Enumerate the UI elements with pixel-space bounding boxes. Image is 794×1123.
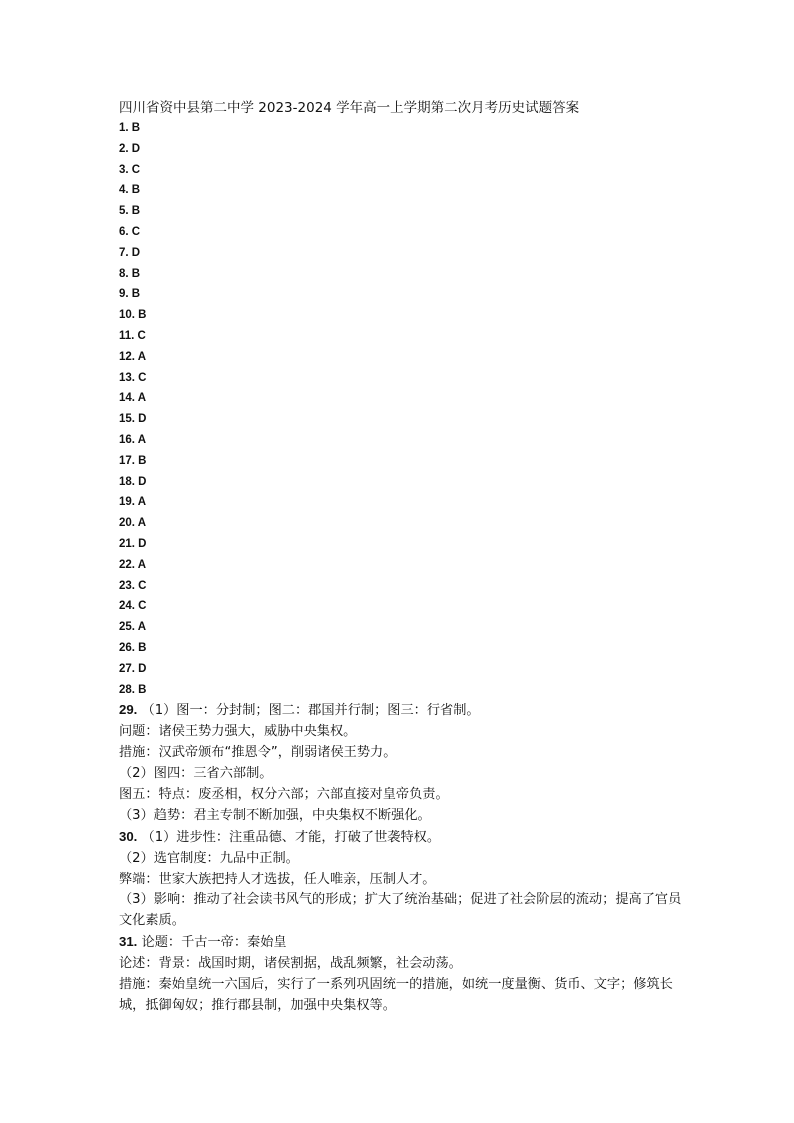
q29-part1 <box>119 700 684 722</box>
answer-item: 23. C <box>119 579 147 592</box>
answer-item: 22. A <box>119 558 147 571</box>
answer-item: 14. A <box>119 392 147 405</box>
answer-item: 2. D <box>119 142 141 155</box>
question-30-answer <box>119 827 684 933</box>
answer-item: 27. D <box>119 662 147 675</box>
answer-item: 10. B <box>119 309 147 322</box>
answer-item: 4. B <box>119 184 141 197</box>
answer-item: 3. C <box>119 163 141 176</box>
multiple-choice-answer-list <box>119 118 684 700</box>
question-29-answer <box>119 700 684 826</box>
answer-document <box>119 98 684 1017</box>
answer-item: 8. B <box>119 267 141 280</box>
q30-part1-text: （1）进步性：注重品德、才能，打破了世袭特权。 <box>141 829 441 845</box>
q30-drawback: 弊端：世家大族把持人才选拔，任人唯亲，压制人才。 <box>119 871 436 887</box>
q31-thesis-text: 论题：千古一帝：秦始皇 <box>141 935 287 951</box>
q30-part2: （2）选官制度：九品中正制。 <box>119 850 299 866</box>
answer-item: 16. A <box>119 433 147 446</box>
answer-item: 12. A <box>119 350 147 363</box>
answer-item: 13. C <box>119 371 147 384</box>
answer-item: 15. D <box>119 413 147 426</box>
q31-argument: 论述：背景：战国时期，诸侯割据，战乱频繁，社会动荡。 <box>119 956 462 972</box>
answer-item: 11. C <box>119 329 146 342</box>
q29-measure: 措施：汉武帝颁布“推恩令”，削弱诸侯王势力。 <box>119 745 397 761</box>
q31-measures: 措施：秦始皇统一六国后，实行了一系列巩固统一的措施，如统一度量衡、货币、文字；修筑长城，抵御匈奴；推行郡县制，加强中央集权等。 <box>119 977 673 1013</box>
question-31-answer <box>119 932 684 1017</box>
q29-part1-text: （1）图一：分封制；图二：郡国并行制；图三：行省制。 <box>141 703 480 719</box>
q30-part3: （3）影响：推动了社会读书风气的形成；扩大了统治基础；促进了社会阶层的流动；提高了官员文化素质。 <box>119 892 682 929</box>
q29-part3: （3）趋势：君主专制不断加强，中央集权不断强化。 <box>119 807 431 823</box>
answer-item: 28. B <box>119 683 147 696</box>
answer-item: 1. B <box>119 122 141 134</box>
answer-item: 18. D <box>119 475 147 488</box>
answer-item: 9. B <box>119 288 141 301</box>
answer-item: 5. B <box>119 205 141 218</box>
answer-item: 21. D <box>119 537 147 550</box>
q29-number: 29. <box>119 702 138 718</box>
answer-item: 25. A <box>119 621 147 634</box>
answer-item: 26. B <box>119 641 147 654</box>
answer-item: 6. C <box>119 225 141 238</box>
q31-thesis <box>119 932 684 954</box>
document-title: 四川省资中县第二中学 2023-2024 学年高一上学期第二次月考历史试题答案 <box>119 100 580 116</box>
q31-number: 31. <box>119 934 138 950</box>
answer-item: 19. A <box>119 496 147 509</box>
answer-item: 24. C <box>119 600 147 613</box>
q29-figure5: 图五：特点：废丞相，权分六部；六部直接对皇帝负责。 <box>119 786 449 802</box>
q29-problem: 问题：诸侯王势力强大，威胁中央集权。 <box>119 724 357 740</box>
q30-number: 30. <box>119 828 138 844</box>
answer-item: 17. B <box>119 454 147 467</box>
q30-part1 <box>119 827 684 849</box>
answer-item: 20. A <box>119 517 147 530</box>
answer-item: 7. D <box>119 246 141 259</box>
q29-part2: （2）图四：三省六部制。 <box>119 766 273 782</box>
